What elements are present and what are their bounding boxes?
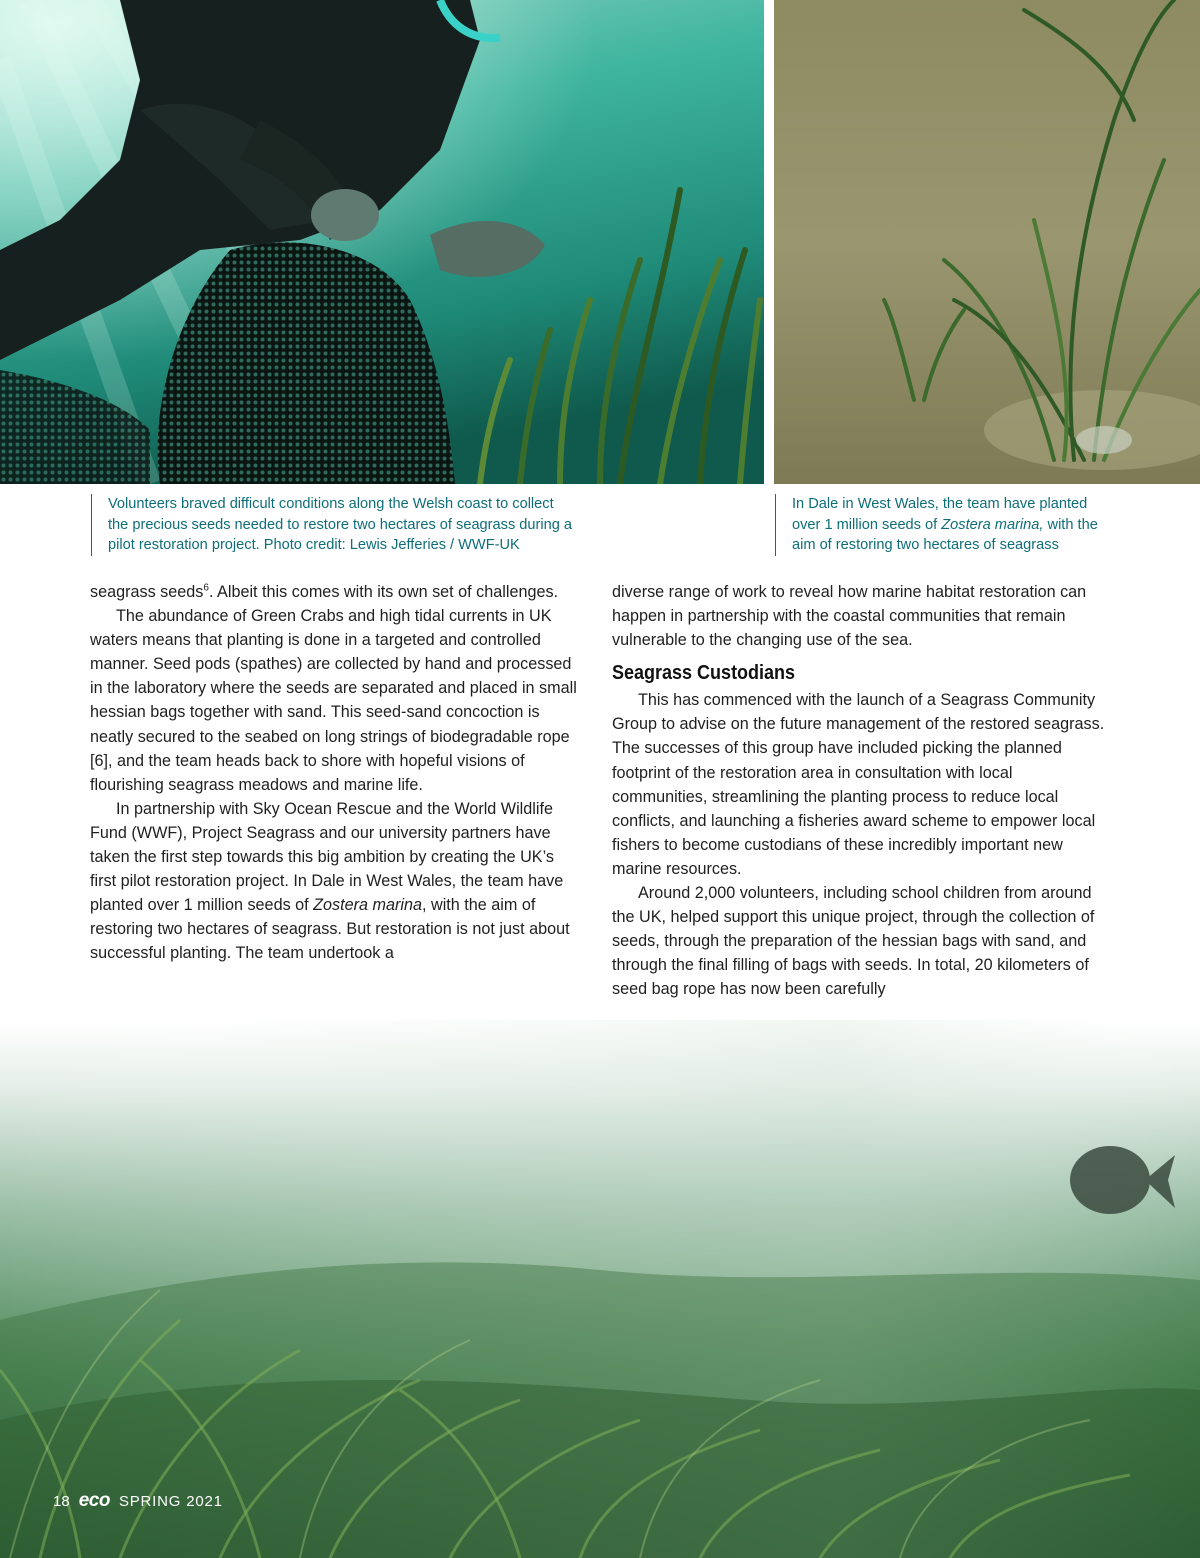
- paragraph: This has commenced with the launch of a Seagrass Community Group to advise on the future management of the restored seagrass. The successes of this group have included picking the planned footprint of the restoration area in consultation with local communities, streamlining the planting process to reduce local conflicts, and launching a fisheries award scheme to empower local fishers to become custodians of these incredibly important new marine resources.: [612, 691, 1105, 878]
- caption-line: In Dale in West Wales, the team have planted: [792, 496, 1088, 512]
- species-name: Zostera marina,: [941, 516, 1044, 533]
- caption-line: aim of restoring two hectares of seagrass: [792, 537, 1059, 553]
- photo-caption-left: [91, 494, 668, 556]
- paragraph: diverse range of work to reveal how marine habitat restoration can happen in partnership with the coastal communities that remain vulnerable to the changing use of the sea.: [612, 583, 1087, 650]
- seagrass-on-seabed-photo: [774, 0, 1200, 484]
- paragraph-text: In partnership with Sky Ocean Rescue and the World Wildlife Fund (WWF), Project Seagrass and our university partners have taken the first step towards this big ambition by creating the UK’s first pilot restoration project. In Dale in West Wales, the team have planted over 1 million seeds of: [90, 799, 564, 915]
- issue-label: SPRING 2021: [118, 1493, 223, 1510]
- paragraph: [90, 580, 580, 604]
- paragraph-text: seagrass seeds: [90, 583, 204, 601]
- paragraph-text: . Albeit this comes with its own set of challenges.: [208, 583, 559, 601]
- paragraph-text: , with the aim of restoring two hectares of seagrass. But restoration is not just about successful planting. The team undertook a: [90, 896, 570, 963]
- seagrass-meadow-with-fish-photo: [0, 1020, 1200, 1558]
- caption-line: pilot restoration project. Photo credit: Lewis Jefferies / WWF-UK: [108, 537, 520, 553]
- diver-collecting-seeds-photo: [0, 0, 764, 484]
- paragraph: Around 2,000 volunteers, including school children from around the UK, helped support this unique project, through the collection of seeds, through the preparation of the hessian bags with sand, and through the final filling of bags with seeds. In total, 20 kilometers of seed bag rope has now been carefully: [612, 884, 1095, 999]
- caption-text: over 1 million seeds of: [792, 516, 942, 533]
- page-number: 18: [53, 1493, 70, 1510]
- caption-line: the precious seeds needed to restore two hectares of seagrass during a: [108, 516, 573, 533]
- eco-logo: eco: [78, 1490, 110, 1511]
- caption-line: [792, 515, 1200, 536]
- article-column-right: [612, 580, 1112, 1002]
- paragraph: The abundance of Green Crabs and high tidal currents in UK waters means that planting is done in a targeted and controlled manner. Seed pods (spathes) are collected by hand and processed in the laboratory where the seeds are separated and placed in small hessian bags together with sand. This seed-sand concoction is neatly secured to the seabed on long strings of biodegradable rope [6], and the team heads back to shore with hopeful visions of flourishing seagrass meadows and marine life.: [90, 607, 577, 794]
- species-name: Zostera marina: [313, 896, 423, 915]
- article-column-left: [90, 580, 580, 966]
- caption-text: with the: [1043, 516, 1098, 533]
- caption-line: Volunteers braved difficult conditions along the Welsh coast to collect: [108, 496, 554, 512]
- paragraph: [90, 797, 580, 966]
- photo-caption-right: [775, 494, 1200, 556]
- section-heading: Seagrass Custodians: [612, 662, 796, 685]
- page-footer: [53, 1490, 223, 1512]
- footnote-ref: 6: [203, 582, 209, 594]
